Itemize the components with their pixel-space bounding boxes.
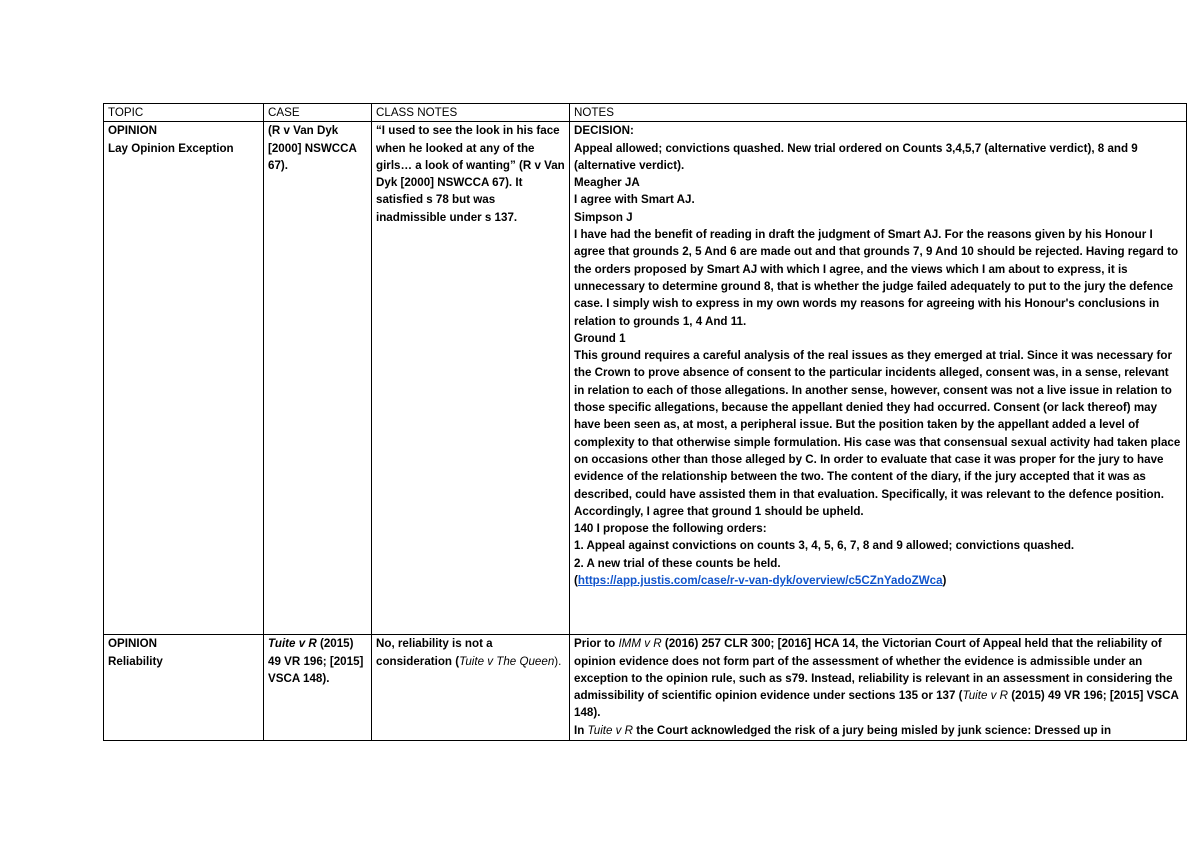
judge-simpson: Simpson J bbox=[574, 210, 633, 224]
case-citation: (R v Van Dyk [2000] NSWCCA 67). bbox=[268, 124, 357, 172]
order-1: 1. Appeal against convictions on counts 3, 4, 5, 6, 7, 8 and 9 allowed; convictions quashed. bbox=[574, 539, 1075, 553]
case-name: Tuite v R bbox=[268, 637, 317, 651]
notes-seg-4: (2015) 49 VR 196; [2015] VSCA 148). bbox=[574, 689, 1179, 720]
topic-sub: Reliability bbox=[108, 654, 163, 668]
topic-cell bbox=[104, 635, 264, 741]
meagher-text: I agree with Smart AJ. bbox=[574, 193, 695, 207]
topic-main: OPINION bbox=[108, 637, 157, 651]
notes-case-imm: IMM v R bbox=[618, 637, 662, 651]
notes-seg-5: In bbox=[574, 723, 588, 737]
notes-table bbox=[103, 103, 1187, 741]
header-case: CASE bbox=[264, 104, 372, 122]
notes-seg-1: Prior to bbox=[574, 637, 619, 651]
notes-seg-2: (2016) 257 CLR 300; [2016] HCA 14, the Victorian Court of Appeal held that the reliability of opinion evidence does not form part of the assessment of whether the evidence is admissible under an exception to the opinion rule, such as s79. Instead, reliability is relevant in an assessment in considering the admissibility of scientific opinion evidence under sections 135 or 137 ( bbox=[574, 637, 1173, 703]
judge-meagher: Meagher JA bbox=[574, 176, 640, 190]
class-note-quote: “I used to see the look in his face when he looked at any of the girls… a look of wanting” bbox=[376, 124, 560, 172]
header-row bbox=[104, 104, 1187, 122]
notes-case-tuite-2: Tuite v R bbox=[587, 723, 634, 737]
source-link-line bbox=[574, 572, 1182, 589]
table-row bbox=[104, 635, 1187, 741]
topic-sub: Lay Opinion Exception bbox=[108, 141, 234, 155]
notes-text bbox=[574, 635, 1182, 740]
case-cell bbox=[264, 122, 372, 635]
orders-intro: 140 I propose the following orders: bbox=[574, 522, 767, 536]
header-notes: NOTES bbox=[570, 104, 1187, 122]
case-cell bbox=[264, 635, 372, 741]
topic-main: OPINION bbox=[108, 124, 157, 138]
class-note-text: (R v Van Dyk [2000] NSWCCA 67). It satisfied s 78 but was inadmissible under s 137. bbox=[376, 158, 565, 224]
table-row bbox=[104, 122, 1187, 635]
simpson-text: I have had the benefit of reading in draft the judgment of Smart AJ. For the reasons given by his Honour I agree that grounds 2, 5 And 6 are made out and that grounds 7, 9 And 10 should be rejected. Having regard to the orders proposed by Smart AJ with which I agree, and the views which I am about to express, it is unnecessary to determine ground 8, that is whether the judge failed adequately to put to the jury the defence case. I simply wish to express in my own words my reasons for agreeing with his Honour's conclusions in relation to grounds 1, 4 And 11. bbox=[574, 228, 1179, 328]
decision-heading: DECISION: bbox=[574, 124, 634, 138]
link-open-paren: ( bbox=[574, 574, 578, 588]
header-class-notes: CLASS NOTES bbox=[372, 104, 570, 122]
class-note-b: ). bbox=[554, 654, 562, 668]
source-link[interactable]: https://app.justis.com/case/r-v-van-dyk/overview/c5CZnYadoZWca bbox=[577, 574, 943, 588]
header-topic: TOPIC bbox=[104, 104, 264, 122]
class-note-case: Tuite v The Queen bbox=[459, 654, 555, 668]
class-note-a: No, reliability is not a consideration ( bbox=[376, 637, 493, 668]
topic-cell bbox=[104, 122, 264, 635]
case-citation: (2015) 49 VR 196; [2015] VSCA 148). bbox=[268, 637, 364, 685]
class-notes-cell bbox=[372, 635, 570, 741]
order-2: 2. A new trial of these counts be held. bbox=[574, 556, 781, 570]
notes-case-tuite: Tuite v R bbox=[962, 689, 1009, 703]
notes-cell bbox=[570, 122, 1187, 635]
class-notes-cell bbox=[372, 122, 570, 635]
link-close-paren: ) bbox=[942, 574, 947, 588]
decision-text: Appeal allowed; convictions quashed. New trial ordered on Counts 3,4,5,7 (alternative verdict), 8 and 9 (alternative verdict). bbox=[574, 141, 1138, 172]
ground1-text: This ground requires a careful analysis of the real issues as they emerged at trial. Since it was necessary for the Crown to prove absence of consent to the particular incidents alleged, consent was, in a sense, relevant in relation to each of those allegations. In another sense, however, consent was not a live issue in relation to those specific allegations, because the appellant denied they had occurred. Consent (or lack thereof) may have been seen as, at most, a peripheral issue. But the position taken by the appellant added a level of complexity to that otherwise simple formulation. His case was that consensual sexual activity had taken place on occasions other than those alleged by C. In order to evaluate that case it was proper for the jury to have evidence of the relationship between the two. The content of the diary, if the jury accepted that it was as described, could have assisted them in that evaluation. Specifically, it was relevant to the defence position. Accordingly, I agree that ground 1 should be upheld. bbox=[574, 349, 1181, 518]
notes-seg-6: the Court acknowledged the risk of a jury being misled by junk science: Dressed up in bbox=[633, 723, 1112, 737]
ground1-heading: Ground 1 bbox=[574, 331, 626, 345]
notes-cell bbox=[570, 635, 1187, 741]
